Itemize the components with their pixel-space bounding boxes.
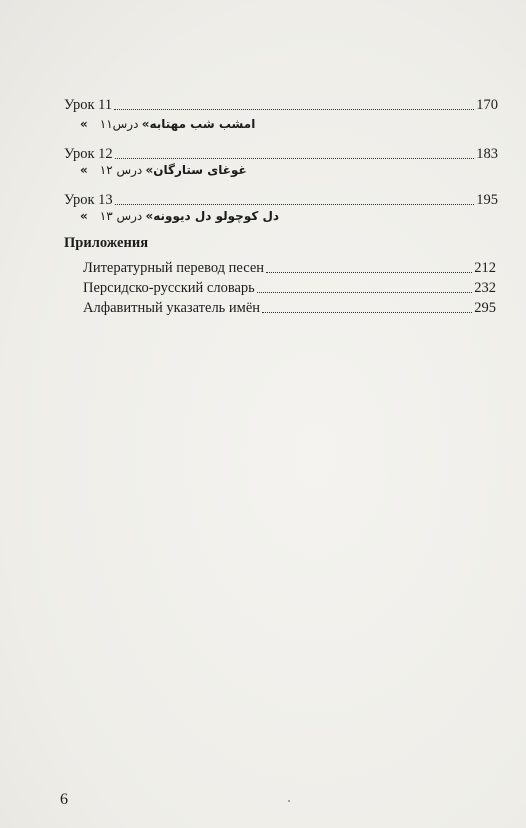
toc-entry-lesson-13 <box>64 192 498 209</box>
page-number: 6 <box>60 791 68 808</box>
toc-subentry-lesson-13 <box>80 208 279 224</box>
toc-entry-page: 170 <box>476 97 498 113</box>
persian-song-title: «امشب شب مهتابه» <box>80 117 256 131</box>
persian-song-title: «دل کوچولو دل دیوونه» <box>80 209 280 223</box>
toc-entry-label: Персидско-русский словарь <box>83 280 255 296</box>
toc-entry-appendix-2 <box>83 280 496 297</box>
dot-leader <box>114 109 474 110</box>
toc-entry-lesson-12 <box>64 146 498 163</box>
dot-leader <box>262 312 472 313</box>
persian-lesson-label: درس ۱۲ <box>99 163 143 177</box>
dot-leader <box>115 204 475 205</box>
dot-leader <box>115 158 475 159</box>
toc-entry-label: Урок 13 <box>64 192 113 208</box>
toc-entry-page: 295 <box>474 300 496 316</box>
toc-entry-label: Урок 12 <box>64 146 113 162</box>
toc-entry-lesson-11 <box>64 97 498 114</box>
print-speck <box>288 800 290 802</box>
toc-entry-label: Алфавитный указатель имён <box>83 300 261 316</box>
toc-entry-page: 183 <box>476 146 498 162</box>
persian-lesson-label: درس۱۱ <box>99 117 139 131</box>
toc-entry-page: 232 <box>474 280 496 296</box>
dot-leader <box>257 292 472 293</box>
toc-subentry-lesson-12 <box>80 162 247 178</box>
toc-entry-label: Урок 11 <box>64 97 113 113</box>
persian-lesson-label: درس ۱۳ <box>99 209 143 223</box>
toc-subentry-lesson-11 <box>80 116 255 132</box>
dot-leader <box>266 272 472 273</box>
toc-entry-page: 195 <box>476 192 498 208</box>
toc-entry-page: 212 <box>474 260 496 276</box>
persian-song-title: «غوغای ستارگان» <box>80 163 247 177</box>
toc-entry-label: Литературный перевод песен <box>83 260 265 276</box>
toc-entry-appendix-3 <box>83 300 496 317</box>
appendix-heading: Приложения <box>64 235 149 251</box>
toc-entry-appendix-1 <box>83 260 496 277</box>
